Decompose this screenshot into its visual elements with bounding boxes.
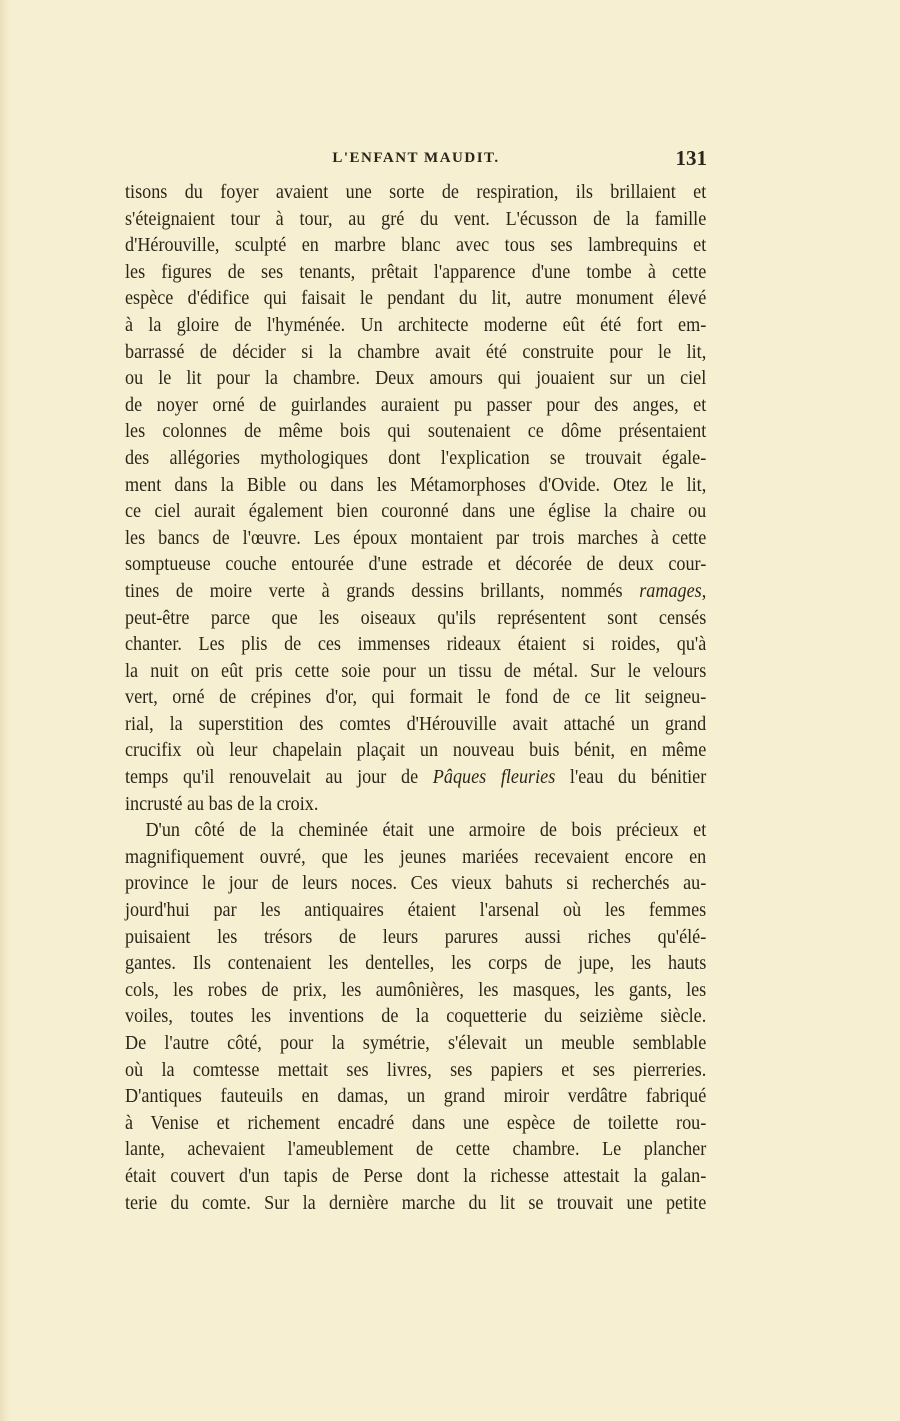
text-line bbox=[125, 1058, 706, 1085]
page-edge-shadow bbox=[0, 0, 10, 1421]
text-segment: D'antiques fauteuils en damas, un grand miroir verdâtre fabriqué bbox=[125, 1086, 707, 1108]
text-segment: cols, les robes de prix, les aumônières, les masques, les gants, les bbox=[125, 979, 707, 1001]
text-segment: crucifix où leur chapelain plaçait un nouveau buis bénit, en même bbox=[125, 740, 707, 762]
text-segment: où la comtesse mettait ses livres, ses papiers et ses pierreries. bbox=[125, 1059, 707, 1081]
text-segment: De l'autre côté, pour la symétrie, s'élevait un meuble semblable bbox=[125, 1033, 707, 1054]
text-segment: vert, orné de crépines d'or, qui formait le fond de ce lit seigneu- bbox=[125, 687, 707, 709]
page-number: 131 bbox=[675, 146, 707, 170]
text-line bbox=[125, 1137, 706, 1164]
text-segment: d'Hérouville, sculpté en marbre blanc avec tous ses lambrequins et bbox=[125, 235, 707, 257]
text-line bbox=[125, 526, 706, 553]
text-line bbox=[125, 845, 706, 872]
text-segment: à la gloire de l'hyménée. Un architecte moderne eût été fort em- bbox=[125, 314, 707, 336]
text-segment: puisaient les trésors de leurs parures aussi riches qu'élé- bbox=[125, 926, 707, 948]
text-line bbox=[125, 419, 706, 446]
running-title: L'ENFANT MAUDIT. bbox=[332, 150, 500, 166]
text-line bbox=[125, 1031, 706, 1058]
text-segment: terie du comte. Sur la dernière marche du lit se trouvait une petite bbox=[125, 1192, 707, 1214]
italic-text: Pâques fleuries bbox=[432, 767, 556, 789]
text-line bbox=[125, 712, 706, 739]
text-line bbox=[125, 1111, 706, 1138]
text-segment: , bbox=[701, 580, 707, 602]
text-segment: de noyer orné de guirlandes auraient pu passer pour des anges, et bbox=[125, 394, 707, 416]
text-segment: les colonnes de même bois qui soutenaient ce dôme présentaient bbox=[125, 421, 707, 443]
text-segment: espèce d'édifice qui faisait le pendant du lit, autre monument élevé bbox=[125, 288, 707, 310]
text-segment: province le jour de leurs noces. Ces vieux bahuts si recherchés au- bbox=[125, 873, 707, 895]
paragraph bbox=[125, 180, 707, 818]
text-line bbox=[125, 233, 706, 260]
text-segment: ou le lit pour la chambre. Deux amours qui jouaient sur un ciel bbox=[125, 368, 707, 390]
text-segment: tisons du foyer avaient une sorte de respiration, ils brillaient et bbox=[125, 182, 707, 203]
text-line bbox=[125, 978, 706, 1005]
text-line bbox=[125, 792, 706, 819]
text-segment: voiles, toutes les inventions de la coquetterie du seizième siècle. bbox=[125, 1006, 707, 1028]
text-line bbox=[125, 579, 706, 606]
text-line bbox=[125, 499, 706, 526]
text-segment: gantes. Ils contenaient les dentelles, les corps de jupe, les hauts bbox=[125, 953, 707, 975]
text-line bbox=[125, 366, 706, 393]
text-segment: ce ciel aurait également bien couronné dans une église la chaire ou bbox=[125, 501, 707, 523]
text-segment: somptueuse couche entourée d'une estrade et décorée de deux cour- bbox=[125, 554, 707, 576]
text-segment: peut-être parce que les oiseaux qu'ils représentent sont censés bbox=[125, 607, 707, 629]
text-segment: des allégories mythologiques dont l'explication se trouvait égale- bbox=[125, 447, 707, 469]
text-segment: était couvert d'un tapis de Perse dont la richesse attestait la galan- bbox=[125, 1165, 707, 1187]
text-line bbox=[125, 207, 706, 234]
text-line bbox=[125, 286, 706, 313]
text-segment: chanter. Les plis de ces immenses rideaux étaient si roides, qu'à bbox=[125, 634, 707, 656]
text-line bbox=[125, 180, 706, 207]
text-line bbox=[125, 898, 706, 925]
text-segment: la nuit on eût pris cette soie pour un tissu de métal. Sur le velours bbox=[125, 660, 707, 682]
text-line bbox=[125, 925, 706, 952]
text-segment: rial, la superstition des comtes d'Hérouville avait attaché un grand bbox=[125, 713, 707, 735]
text-segment: magnifiquement ouvré, que les jeunes mariées recevaient encore en bbox=[125, 846, 707, 868]
text-line bbox=[125, 552, 706, 579]
text-segment: temps qu'il renouvelait au jour de bbox=[125, 767, 433, 789]
text-line bbox=[125, 606, 706, 633]
text-line bbox=[125, 632, 706, 659]
text-line bbox=[125, 1164, 706, 1191]
text-line bbox=[125, 818, 706, 845]
text-line bbox=[125, 446, 706, 473]
text-segment: les bancs de l'œuvre. Les époux montaient par trois marches à cette bbox=[125, 527, 707, 549]
text-line bbox=[125, 393, 706, 420]
text-line bbox=[125, 1084, 706, 1111]
text-segment: s'éteignaient tour à tour, au gré du vent. L'écusson de la famille bbox=[125, 208, 707, 230]
text-segment: les figures de ses tenants, prêtait l'apparence d'une tombe à cette bbox=[125, 261, 707, 283]
text-line bbox=[125, 871, 706, 898]
text-line bbox=[125, 659, 706, 686]
text-line bbox=[125, 685, 706, 712]
text-segment: jourd'hui par les antiquaires étaient l'arsenal où les femmes bbox=[125, 900, 707, 922]
text-line bbox=[125, 765, 706, 792]
text-line bbox=[125, 473, 706, 500]
text-line bbox=[125, 1191, 706, 1218]
text-segment: lante, achevaient l'ameublement de cette chambre. Le plancher bbox=[125, 1139, 707, 1161]
paragraph bbox=[125, 818, 707, 1217]
text-line bbox=[125, 951, 706, 978]
text-segment: tines de moire verte à grands dessins brillants, nommés bbox=[125, 580, 640, 602]
text-segment: ment dans la Bible ou dans les Métamorphoses d'Ovide. Otez le lit, bbox=[125, 474, 707, 496]
text-line bbox=[125, 1004, 706, 1031]
body-text bbox=[125, 180, 707, 1217]
text-line bbox=[125, 313, 706, 340]
text-segment: incrusté au bas de la croix. bbox=[125, 793, 319, 815]
text-segment: l'eau du bénitier bbox=[555, 767, 707, 789]
text-segment: à Venise et richement encadré dans une espèce de toilette rou- bbox=[125, 1112, 707, 1134]
page-header bbox=[125, 146, 707, 172]
text-line bbox=[125, 738, 706, 765]
text-segment: barrassé de décider si la chambre avait été construite pour le lit, bbox=[125, 341, 707, 363]
italic-text: ramages bbox=[639, 580, 702, 602]
text-line bbox=[125, 340, 706, 367]
text-line bbox=[125, 260, 706, 287]
text-segment: D'un côté de la cheminée était une armoire de bois précieux et bbox=[145, 820, 707, 842]
